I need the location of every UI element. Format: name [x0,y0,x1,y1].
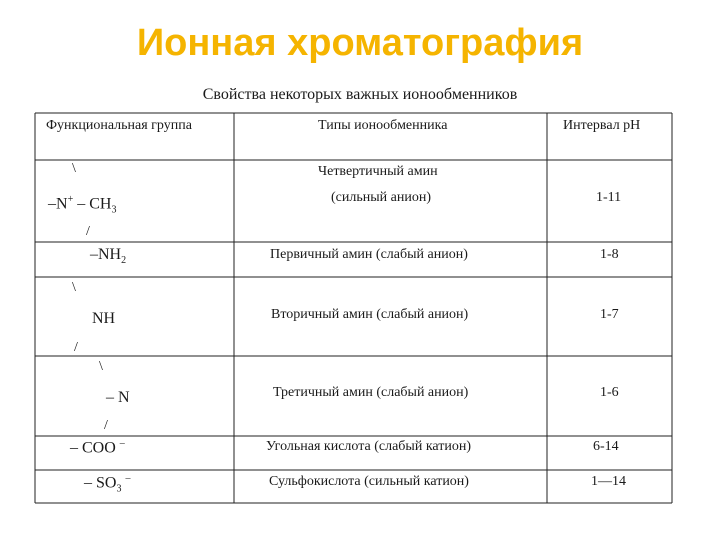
formula-carboxyl-group: – COO – [70,438,125,457]
type-secondary-amine: Вторичный амин (слабый анион) [271,307,469,322]
type-primary-amine: Первичный амин (слабый анион) [270,247,468,262]
type-carboxylic-acid: Угольная кислота (слабый катион) [266,439,472,454]
type-sulfonic-acid: Сульфокислота (сильный катион) [269,474,469,489]
ph-quaternary-amine: 1-11 [596,190,622,205]
header-ph-interval: Интервал pH [563,118,641,133]
header-functional-group: Функциональная группа [46,118,192,133]
formula-sulfo-group: – $SO_3$ – [84,473,131,495]
formula-quaternary-amine: $-N^+ - CH_3$ [48,194,117,216]
bond-mark: \ [99,359,103,374]
bond-mark: / [74,340,78,355]
ph-sulfonic-acid: 1—14 [591,474,626,489]
table-caption: Свойства некоторых важных ионообменников [202,86,518,103]
type-quaternary-amine-line2: (сильный анион) [331,190,431,205]
ph-tertiary-amine: 1-6 [600,385,619,400]
header-exchanger-type: Типы ионообменника [318,118,448,133]
ph-secondary-amine: 1-7 [600,307,619,322]
bond-mark: \ [72,161,76,176]
slide-title: Ионная хроматография [136,22,584,64]
bond-mark: / [104,418,108,433]
ph-primary-amine: 1-8 [600,247,619,262]
formula-primary-amine: $-NH_2$ [90,246,127,267]
formula-secondary-amine: NH [92,310,116,327]
type-tertiary-amine: Третичный амин (слабый анион) [273,385,469,400]
ph-carboxylic-acid: 6-14 [593,439,619,454]
bond-mark: / [86,224,90,239]
bond-mark: \ [72,280,76,295]
type-quaternary-amine-line1: Четвертичный амин [318,164,438,179]
formula-tertiary-amine: – N [106,389,130,406]
